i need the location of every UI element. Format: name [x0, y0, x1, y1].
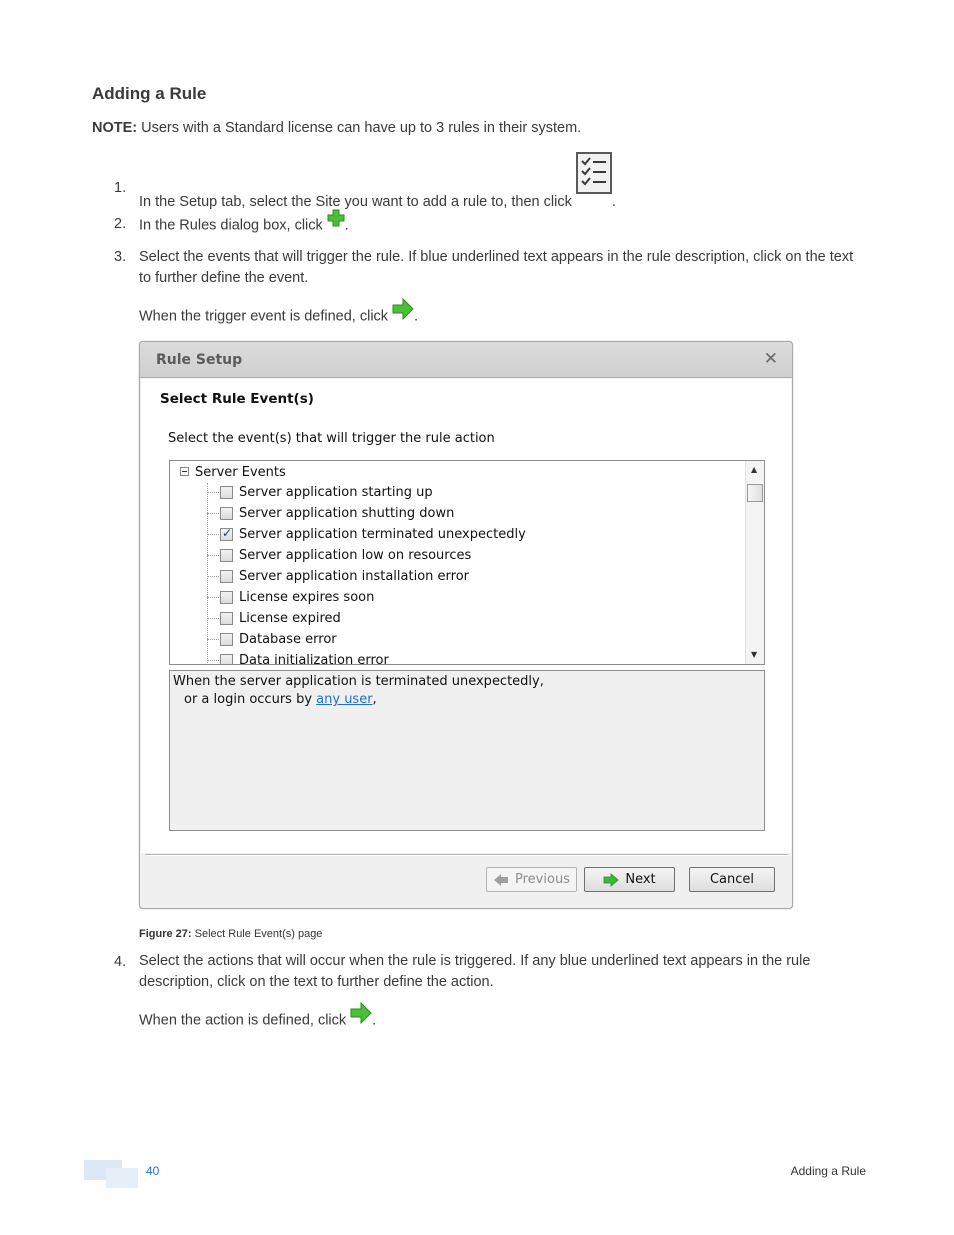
- scroll-down-icon[interactable]: ▼: [751, 650, 758, 659]
- dialog-body: [141, 379, 791, 853]
- step-2-number: 2.: [114, 216, 127, 232]
- step-1-text-after: .: [611, 194, 616, 211]
- step-1-text-before: In the Setup tab, select the Site you want to add a rule to, then click: [139, 194, 576, 211]
- event-checkbox[interactable]: [220, 612, 233, 625]
- dialog-title: Rule Setup: [156, 352, 243, 368]
- step-1-number: 1.: [114, 180, 127, 196]
- previous-button[interactable]: Previous: [486, 867, 577, 892]
- cancel-button[interactable]: Cancel: [689, 867, 775, 892]
- rule-description: [169, 670, 765, 831]
- any-user-link[interactable]: any user: [316, 692, 373, 707]
- rules-checklist-icon[interactable]: [576, 152, 612, 201]
- back-arrow-icon: [493, 873, 509, 887]
- step-4-text: Select the actions that will occur when the rule is triggered. If any blue underlined text appears in the rule description, click on the text to further define the action.: [139, 953, 811, 990]
- tree-root-server-events[interactable]: [180, 465, 286, 480]
- event-item[interactable]: [207, 548, 471, 569]
- footer-logo-icon: [84, 1160, 138, 1188]
- green-plus-icon[interactable]: [327, 209, 345, 234]
- step-2-text-before: In the Rules dialog box, click: [139, 217, 327, 234]
- forward-arrow-icon: [603, 873, 619, 887]
- event-item[interactable]: [207, 485, 433, 506]
- event-label: License expires soon: [239, 590, 375, 605]
- note-text: Users with a Standard license can have up to 3 rules in their system.: [137, 120, 582, 136]
- dialog-separator: [145, 854, 788, 856]
- event-label: Server application shutting down: [239, 506, 455, 521]
- dialog-prompt: Select the event(s) that will trigger the rule action: [168, 431, 495, 446]
- step-2-text-after: .: [344, 217, 349, 234]
- event-label: Server application starting up: [239, 485, 433, 500]
- tree-scrollbar[interactable]: [745, 461, 764, 664]
- event-item[interactable]: [207, 527, 526, 548]
- event-item[interactable]: [207, 632, 337, 653]
- event-checkbox[interactable]: [220, 507, 233, 520]
- event-label: Database error: [239, 632, 337, 647]
- event-checkbox[interactable]: [220, 654, 233, 665]
- event-checkbox[interactable]: [220, 549, 233, 562]
- event-label: Server application low on resources: [239, 548, 472, 563]
- event-checkbox[interactable]: [220, 486, 233, 499]
- note-label: NOTE:: [92, 120, 138, 136]
- footer-section-title: Adding a Rule: [790, 1164, 866, 1178]
- scroll-up-icon[interactable]: ▲: [751, 465, 758, 474]
- collapse-icon[interactable]: [180, 467, 189, 476]
- step-3-text: Select the events that will trigger the rule. If blue underlined text appears in the rule description, click on the text to further define the event.: [139, 249, 854, 286]
- page-title: Adding a Rule: [92, 84, 207, 103]
- event-label: Server application installation error: [239, 569, 469, 584]
- scroll-thumb[interactable]: [747, 484, 763, 502]
- note: [92, 120, 581, 136]
- step-4-sub-before: When the action is defined, click: [139, 1012, 351, 1029]
- event-checkbox[interactable]: [220, 570, 233, 583]
- green-arrow-icon[interactable]: [350, 1002, 372, 1031]
- green-arrow-icon[interactable]: [392, 298, 414, 327]
- step-1-text: [139, 152, 854, 211]
- event-item[interactable]: [207, 506, 454, 527]
- step-3-sub-after: .: [414, 308, 419, 325]
- step-4-subtext: [139, 1006, 854, 1035]
- figure-caption: Figure 27: Select Rule Event(s) page: [139, 928, 323, 940]
- event-checkbox-checked[interactable]: [220, 528, 233, 541]
- dialog-heading: Select Rule Event(s): [160, 391, 314, 407]
- step-3-number: 3.: [114, 249, 127, 265]
- event-label: License expired: [239, 611, 341, 626]
- event-item[interactable]: [207, 611, 341, 632]
- step-3-subtext: [139, 302, 854, 331]
- step-4-sub-after: .: [372, 1012, 377, 1029]
- event-item[interactable]: [207, 653, 389, 665]
- event-item[interactable]: [207, 590, 374, 611]
- step-3-sub-before: When the trigger event is defined, click: [139, 308, 393, 325]
- dialog-titlebar: [140, 342, 792, 378]
- page-number: 40: [146, 1164, 160, 1178]
- rule-setup-dialog: [139, 341, 793, 909]
- description-line-2: or a login occurs by any user,: [184, 692, 377, 707]
- step-2-text: [139, 213, 854, 238]
- close-icon[interactable]: ✕: [763, 349, 778, 369]
- event-item[interactable]: [207, 569, 469, 590]
- event-checkbox[interactable]: [220, 591, 233, 604]
- description-line-1: When the server application is terminated unexpectedly,: [173, 674, 544, 689]
- event-label: Server application terminated unexpectedly: [239, 527, 526, 542]
- next-button[interactable]: Next: [584, 867, 675, 892]
- step-4-number: 4.: [114, 954, 127, 970]
- event-tree[interactable]: [169, 460, 765, 665]
- event-label: Data initialization error: [239, 653, 389, 665]
- event-checkbox[interactable]: [220, 633, 233, 646]
- tree-root-label: Server Events: [195, 465, 286, 480]
